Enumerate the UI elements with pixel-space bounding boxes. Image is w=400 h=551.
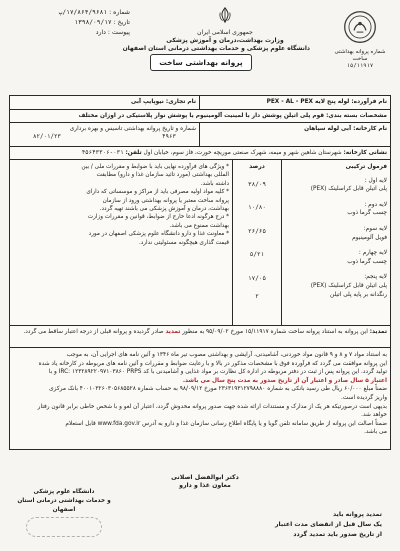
page-title: پروانه بهداشتی ساخت	[150, 54, 252, 71]
official-stamp: دانشگاه علوم پزشکی و خدمات بهداشتی درمانی استان اصفهان	[14, 488, 114, 541]
formula-percents: درصد ۳۸/۰۹ ۱۰/۸۰ ۲۶/۶۵ ۵/۲۱ ۱۷/۰۵ ۲	[247, 163, 267, 300]
renewal-highlight: تمدید	[165, 329, 181, 335]
iran-emblem-icon	[217, 6, 233, 24]
establishment-license-label: شماره و تاریخ پروانه بهداشتی تاسیس و بهره برداری	[69, 126, 196, 132]
license-notes: * ویژگی های فرآورده نهایی باید با ضوابط و مقررات ملی / بین المللی بهداشتی (مورد تائید سازمان غذا و دارو) مطابقت داشته باشد. * کلیه مواد اولیه مصرفی باید از مراکز و موسساتی که دارای پروانه ساخت معتبر یا پروانه بهداشتی ورود از سازمان بهداشت، درمان و آموزش پزشکی می باشند تهیه گردد. * درج هرگونه ادعا خارج از ضوابط، قوانین و مقررات وزارت بهداشت ممنوع می باشد. * معاونت غذا و دارو دانشگاه علوم پزشکی اصفهان در مورد قیمت گذاری هیچگونه مسئولیتی ندارد.	[81, 164, 229, 246]
factory-name: آبی لوله سپاهان	[304, 126, 352, 132]
brand-name: نیوپایپ آبی	[130, 99, 164, 105]
renewal-row: تمدید: این پروانه به استناد پروانه ساخت شماره ۱۵/۱۱۹۱۷ مورخ ۹۵/۰۹/۰۲ به منظور تمدید صادر گردیده و پروانه قبلی از درجه اعتبار ساقط می گردد.	[10, 326, 390, 348]
ministry-header	[122, 6, 310, 53]
stamp-seal-icon	[26, 517, 102, 537]
document-meta	[10, 8, 130, 38]
header-line-2: وزارت بهداشت،درمان و آموزش پزشکی	[166, 37, 284, 44]
establishment-license-number: ۴۹۶۳	[162, 134, 176, 140]
header-line-3: دانشگاه علوم پزشکی و خدمات بهداشتی درمانی استان اصفهان	[122, 45, 310, 52]
signatory-title: معاون غذا و دارو	[179, 482, 231, 489]
legal-row	[10, 348, 390, 449]
product-name: لوله پنج لایه PEX - AL - PEX	[266, 99, 350, 105]
license-table	[9, 95, 391, 450]
date-line: تاریخ : ۱۳۹۸/۰۹/۱۷	[74, 19, 130, 26]
legal-text: به استناد مواد ۷ و ۸ و ۹ قانون مواد خوردنی، آشامیدنی، آرایشی و بهداشتی مصوب تیر ماه ۱۳۴۶ و آئین نامه های اجرایی آن، به موجب این پروانه موافقت می گردد که فرآورده فوق با مشخصات مذکور در بالا و با رعایت ضوابط و مقررات و آئین نامه های مربوطه در کارخانه یاد شده تولید گردد. این پروانه پس از ثبت در دفتر مربوطه در اداره کل نظارت بر مواد غذایی و آشامیدنی با کد IRC: ۱۲۳۲۸۹۲۲۰۹۷۱۰۳۸۶۰ PRPS و با اعتبار ۵ سال صادر و اعتبار آن از تاریخ صدور به مدت پنج سال می باشد. ضمناً مبلغ ۶۰/۰۰۰ ریال طی رسید بانکی به شماره ۲۳۶۳۱۹۳۱۲۷۹۸۸۸۰ مورخ ۹۸/۰۹/۱۲ به حساب شماره ۴۰۰۱۰۳۲۶۰۳۰۵۶۸۵۵۲۸ بانک مرکزی واریز گردیده است. بدیهی است درصورتیکه هر یک از مدارک و مستندات ارائه شده جهت صدور پروانه مخدوش گردد، اعتبار آن لغو و با شخص خاطی برابر قانون رفتار خواهد شد. ضمناً اصالت این پروانه از طریق سامانه تلفن گویا و یا پایگاه اطلاع رسانی سازمان غذا و دارو به آدرس www.fda.gov.ir قابل استعلام می باشد.	[37, 352, 387, 436]
formula-row	[10, 160, 390, 326]
fda-logo-icon	[343, 10, 377, 44]
header-line-1: جمهوری اسلامی ایران	[197, 29, 253, 36]
factory-phone: ۰۳۱-۴۵۶۴۳۳۰۶	[81, 150, 124, 156]
license-number-value: ۱۵/۱۱۹۱۷	[346, 63, 374, 69]
factory-address: شهرستان شاهین شهر و میمه، شهرک صنعتی موریچه خورت، فاز سوم، خیابان اول	[143, 150, 342, 156]
address-row: نشانی کارخانه: شهرستان شاهین شهر و میمه، شهرک صنعتی موریچه خورت، فاز سوم، خیابان اول تلفن: ۰۳۱-۴۵۶۴۳۳۰۶	[10, 147, 390, 160]
license-number-caption: شماره پروانه بهداشتی ساخت	[334, 49, 386, 62]
fda-logo-block	[330, 10, 390, 70]
footer-notes: تمدید پروانه باید یک سال قبل از انقضای مدت اعتبار از تاریخ صدور باید تمدید گردد	[274, 511, 382, 538]
packaging-spec: مشخصات بسته بندی: قوم پلی اتیلن پوشش دار با لمینیت آلومینیوم یا پوشش نوار پلاستیکی در اوزان مختلف	[78, 113, 387, 119]
attachment-line: پیوست : دارد	[95, 29, 130, 36]
establishment-license-date: ۸۲/۰۱/۲۳	[33, 134, 61, 140]
packaging-row	[10, 110, 390, 123]
signatory-name: دکتر ابوالفضل اصلانی	[171, 474, 239, 481]
factory-row: نام کارخانه: آبی لوله سپاهان شماره و تاریخ پروانه بهداشتی تاسیس و بهره برداری ۴۹۶۳ ۸۲/۰۱/۲۳	[10, 123, 390, 147]
renewal-text: این پروانه به استناد پروانه ساخت شماره ۱۵/۱۱۹۱۷ مورخ ۹۵/۰۹/۰۲ به منظور	[182, 329, 368, 335]
formula-layers: فرمول ترکیبی لایه اول : پلی اتیلن قابل کراسلینک (PEX) لایه دوم : چسب گرما ذوب لایه سوم: فویل آلومینیوم لایه چهارم : چسب گرما ذوب لایه پنجم: پلی اتیلن قابل کراسلینک (PEX) رنگدانه بر پایه پلی اتیلن	[310, 164, 387, 298]
signature-block	[150, 474, 260, 490]
product-row: نام فرآورده: لوله پنج لایه PEX - AL - PEX نام تجاری: نیوپایپ آبی	[10, 96, 390, 110]
number-line: شماره : ۱۷/۸۶۴/۹۶۸۱/پ	[58, 9, 130, 16]
